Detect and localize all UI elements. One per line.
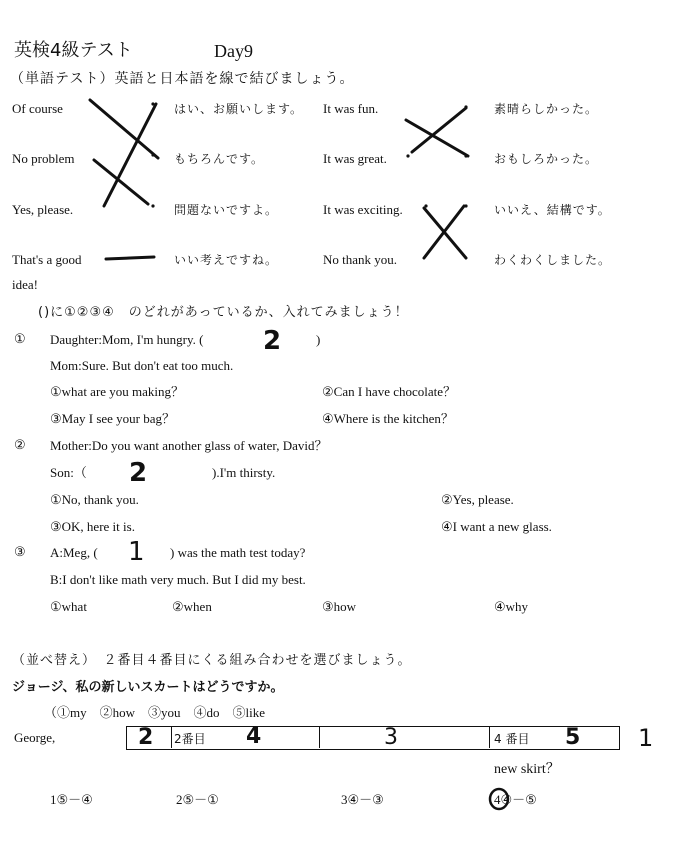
sentence-start: George, (14, 730, 56, 745)
slot2-label: 2番目 (174, 732, 206, 746)
reorder-prompt: ジョージ、私の新しいスカートはどうですか。 (12, 680, 284, 695)
q3-line1-open: A:Meg, ( (50, 545, 98, 560)
right-english-3: It was exciting. (323, 202, 403, 217)
q3-option-3: ③how (322, 599, 357, 614)
q2-option-1: ①No, thank you. (50, 492, 139, 507)
q1-line2: Mom:Sure. But don't eat too much. (50, 358, 234, 373)
q3-option-2: ②when (172, 599, 212, 614)
left-japanese-1: はい、お願いします。 (174, 102, 304, 116)
q2-line2-open: Son:（ (50, 465, 87, 480)
answer-circle-mark (490, 789, 508, 809)
right-japanese-4: わくわくしました。 (494, 253, 612, 267)
q1-handwritten-answer: 2 (263, 326, 282, 356)
reorder-option-1: 1⑤－④ (50, 792, 93, 807)
left-japanese-2: もちろんです。 (174, 152, 265, 166)
q2-number: ② (14, 438, 26, 453)
slot4-label: 4 番目 (494, 732, 530, 746)
left-english-2: No problem (12, 151, 75, 166)
q2-option-4: ④I want a new glass. (441, 519, 552, 534)
matching-instruction: （単語テスト）英語と日本語を線で結びましょう。 (10, 71, 355, 87)
left-japanese-3: 問題ないですよ。 (174, 203, 279, 217)
handwritten-slot-3: 3 (384, 725, 398, 750)
q2-line2-close: ).I'm thirsty. (212, 465, 276, 480)
left-japanese-4: いい考えですね。 (174, 253, 279, 267)
q2-line1: Mother:Do you want another glass of water, David？ (50, 438, 328, 453)
q1-option-3: ③May I see your bag？ (50, 411, 176, 426)
right-japanese-1: 素晴らしかった。 (494, 102, 599, 116)
q3-handwritten-answer: 1 (128, 537, 145, 567)
q3-option-4: ④why (494, 599, 529, 614)
sentence-end: new skirt？ (494, 762, 560, 777)
left-english-4: That's a good (12, 252, 82, 267)
day-label: Day9 (214, 41, 253, 61)
page-title: 英検4級テスト (14, 40, 133, 61)
handwritten-slot-4: 5 (565, 725, 581, 750)
left-english-3: Yes, please. (12, 202, 74, 217)
q2-option-2: ②Yes, please. (441, 492, 514, 507)
reorder-words: （①my ②how ③you ④do ⑤like (44, 705, 265, 720)
q2-option-3: ③OK, here it is. (50, 519, 135, 534)
q1-option-1: ①what are you making？ (50, 384, 185, 399)
reorder-option-2: 2⑤－① (176, 792, 219, 807)
reorder-option-4: 4④－⑤ (494, 792, 537, 807)
handwritten-slot-2: 4 (246, 724, 262, 749)
reorder-option-3: 3④－③ (341, 792, 384, 807)
choice-instruction: ()に①②③④ のどれがあっているか、入れてみましょう！ (38, 305, 409, 320)
q1-option-4: ④Where is the kitchen？ (322, 411, 454, 426)
q3-number: ③ (14, 545, 26, 560)
handwritten-slot-1: 2 (138, 725, 154, 750)
q3-line2: B:I don't like math very much. But I did my best. (50, 572, 306, 587)
q1-option-2: ②Can I have chocolate？ (322, 384, 457, 399)
q2-handwritten-answer: 2 (129, 458, 148, 488)
handwritten-after-box: 1 (638, 724, 654, 752)
q1-line1: Daughter:Mom, I'm hungry. ( (50, 332, 204, 347)
reorder-instruction: （並べ替え） ２番目４番目にくる組み合わせを選びましょう。 (12, 653, 412, 668)
q1-close-paren: ) (316, 332, 321, 347)
right-english-1: It was fun. (323, 101, 379, 116)
right-japanese-2: おもしろかった。 (494, 152, 599, 166)
right-english-4: No thank you. (323, 252, 398, 267)
q3-option-1: ①what (50, 599, 87, 614)
right-japanese-3: いいえ、結構です。 (494, 203, 611, 217)
q1-number: ① (14, 332, 26, 347)
left-english-1: Of course (12, 101, 63, 116)
right-english-2: It was great. (323, 151, 387, 166)
left-english-4b: idea! (12, 277, 38, 292)
q3-line1-close: ) was the math test today? (170, 545, 306, 560)
